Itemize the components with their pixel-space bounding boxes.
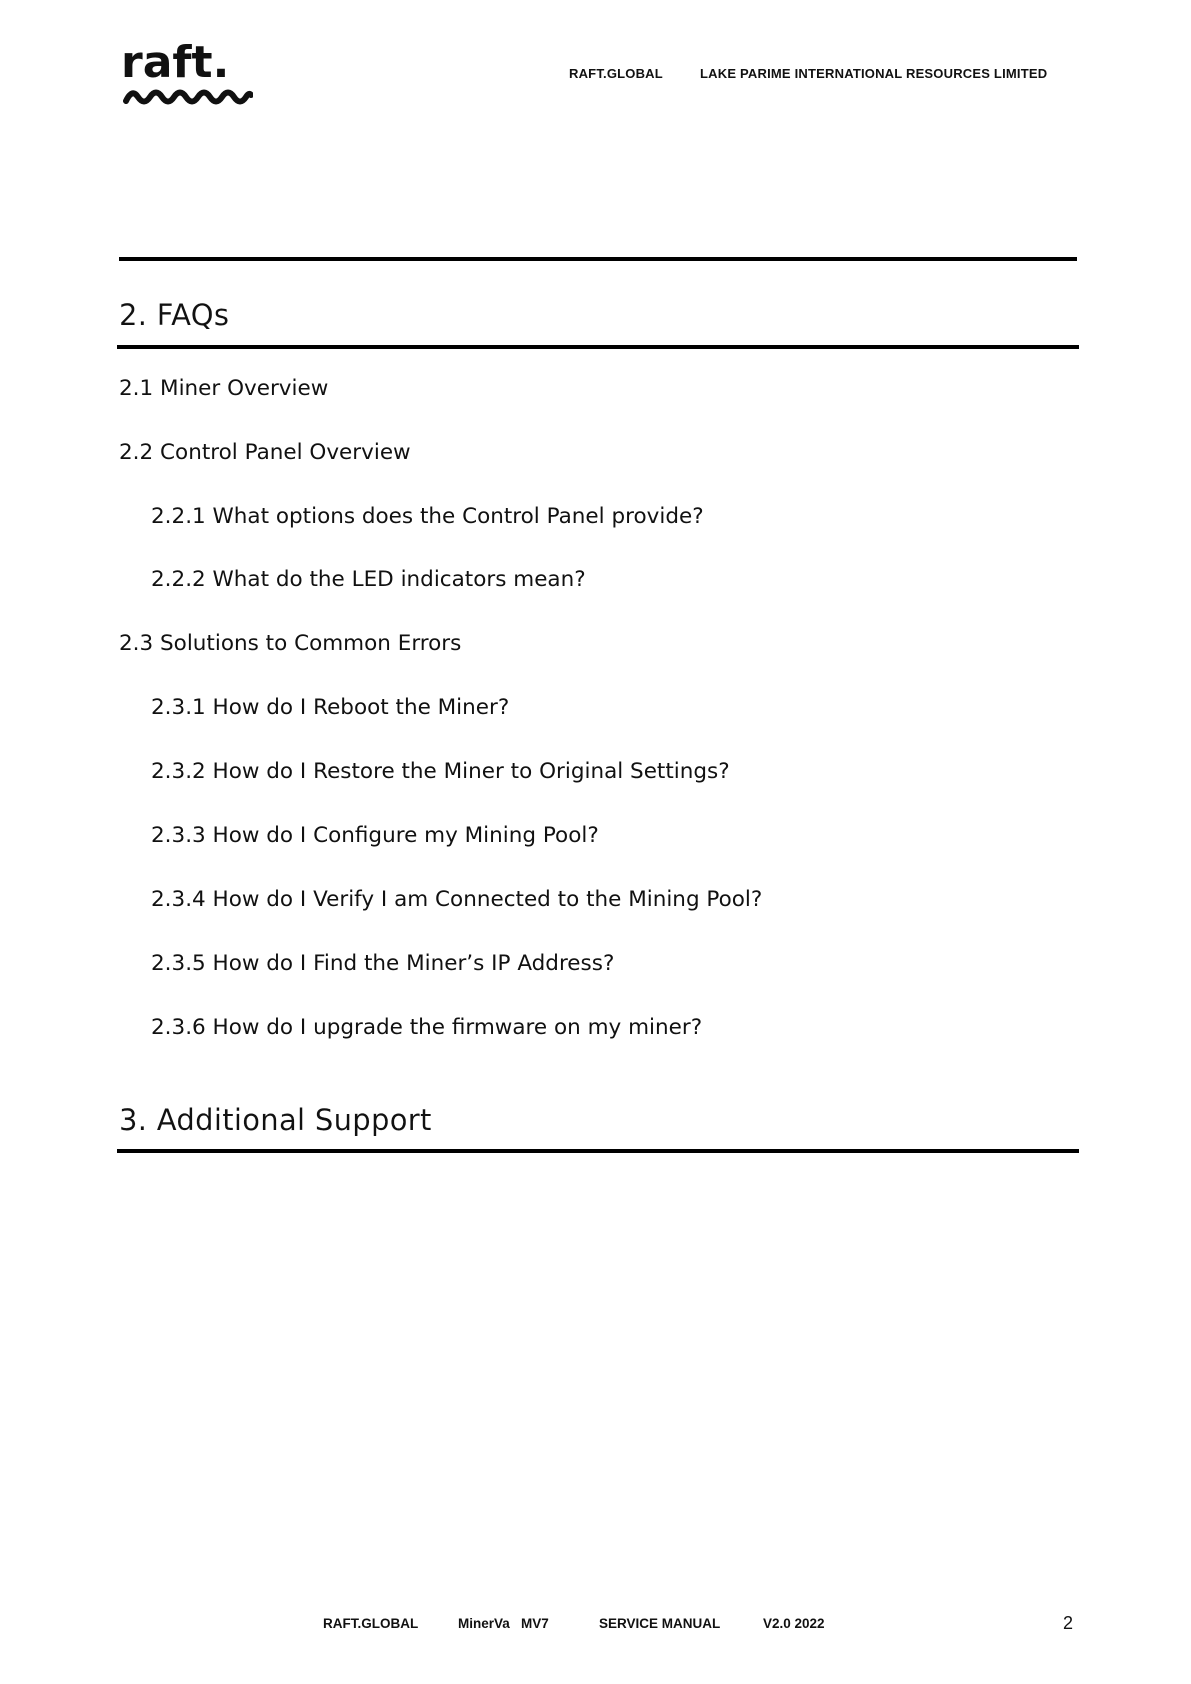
section-heading-additional-support[interactable]: 3. Additional Support <box>119 1103 432 1137</box>
footer-site: RAFT.GLOBAL <box>323 1616 419 1631</box>
toc-item-2-1[interactable]: 2.1 Miner Overview <box>119 376 329 401</box>
toc-item-2-3-2[interactable]: 2.3.2 How do I Restore the Miner to Original Settings? <box>151 759 730 784</box>
footer-version: V2.0 2022 <box>763 1616 825 1631</box>
toc-item-2-3-5[interactable]: 2.3.5 How do I Find the Miner’s IP Address? <box>151 951 615 976</box>
logo-wordmark: raft. <box>121 37 230 88</box>
section-underline <box>117 1149 1079 1153</box>
toc-item-2-2[interactable]: 2.2 Control Panel Overview <box>119 440 411 465</box>
toc-item-2-3-6[interactable]: 2.3.6 How do I upgrade the firmware on my miner? <box>151 1015 703 1040</box>
wave-icon <box>123 86 253 108</box>
toc-item-2-2-1[interactable]: 2.2.1 What options does the Control Panel provide? <box>151 504 704 529</box>
raft-logo <box>121 38 261 113</box>
toc-item-2-3-3[interactable]: 2.3.3 How do I Configure my Mining Pool? <box>151 823 599 848</box>
toc-item-2-3-1[interactable]: 2.3.1 How do I Reboot the Miner? <box>151 695 510 720</box>
toc-item-2-2-2[interactable]: 2.2.2 What do the LED indicators mean? <box>151 567 586 592</box>
footer-doc-type: SERVICE MANUAL <box>599 1616 721 1631</box>
toc-item-2-3[interactable]: 2.3 Solutions to Common Errors <box>119 631 462 656</box>
header-link-raft-global[interactable]: RAFT.GLOBAL <box>569 66 663 81</box>
section-underline <box>117 345 1079 349</box>
header-link-company[interactable]: LAKE PARIME INTERNATIONAL RESOURCES LIMITED <box>700 66 1048 81</box>
footer-product: MinerVa MV7 <box>458 1616 549 1631</box>
toc-item-2-3-4[interactable]: 2.3.4 How do I Verify I am Connected to the Mining Pool? <box>151 887 763 912</box>
top-divider <box>119 257 1077 261</box>
section-heading-faqs[interactable]: 2. FAQs <box>119 298 230 332</box>
page-number: 2 <box>1063 1613 1074 1633</box>
